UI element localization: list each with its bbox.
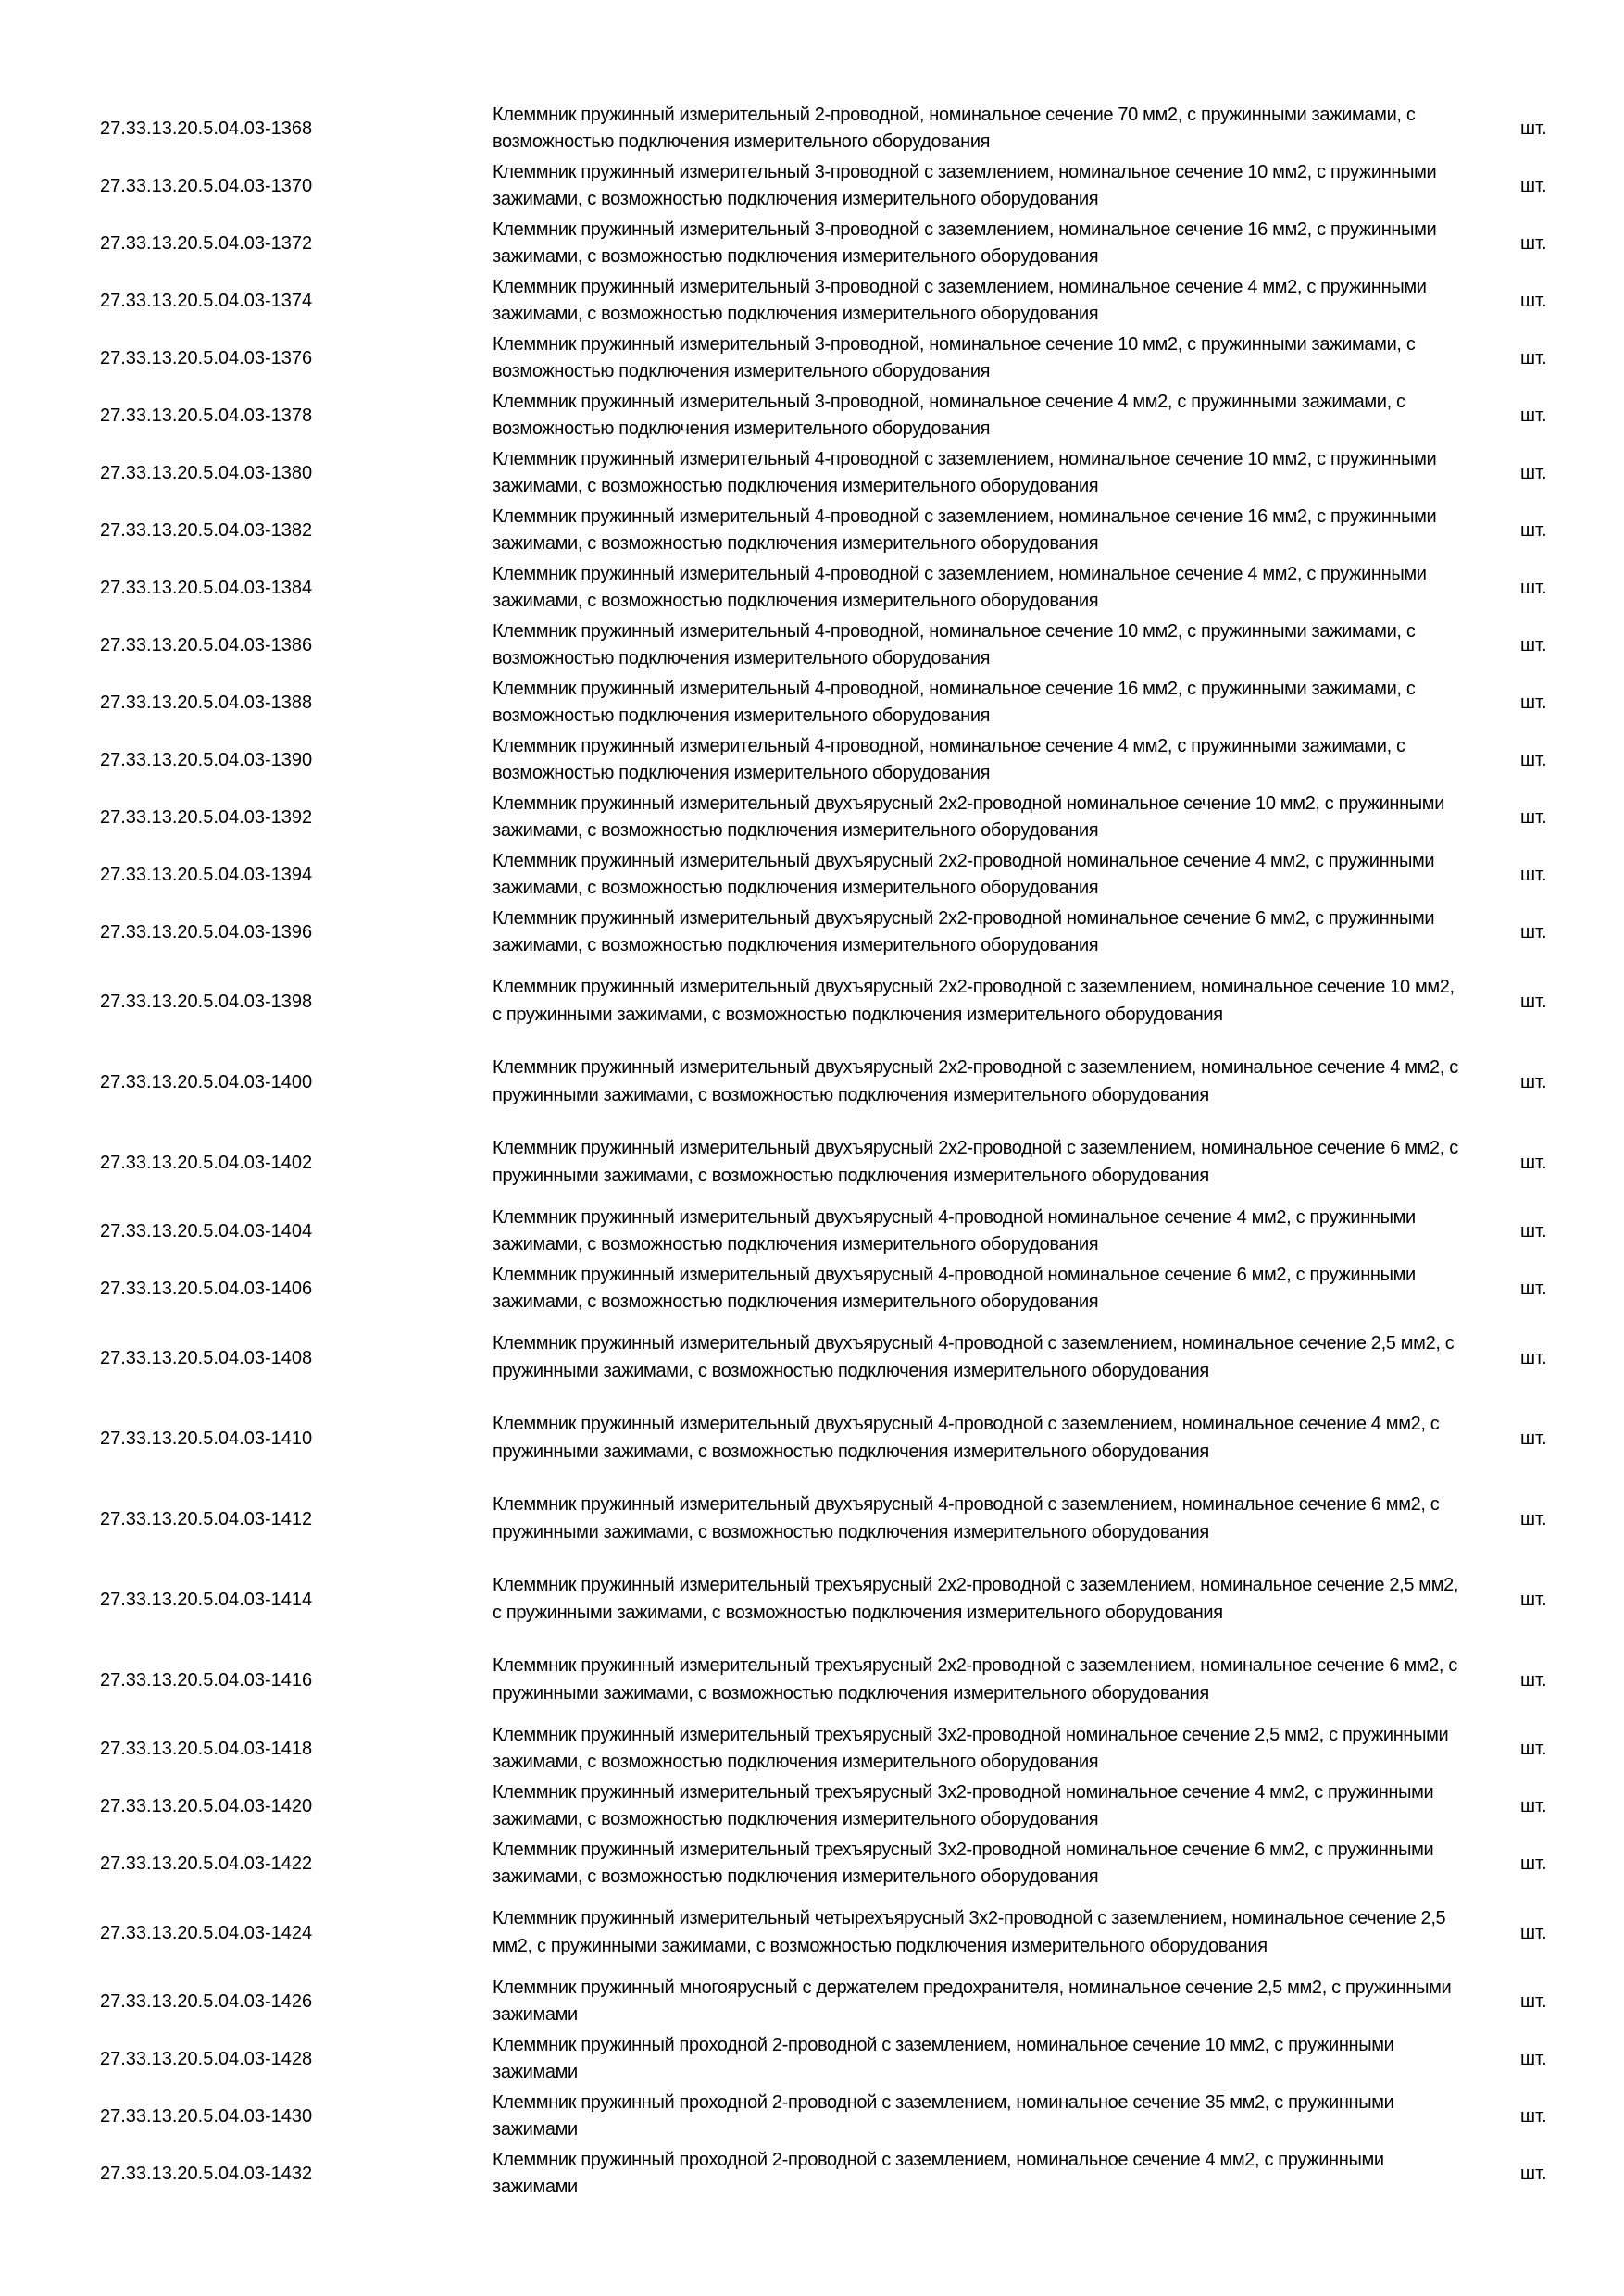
table-row (0, 1720, 1624, 1778)
item-code: 27.33.13.20.5.04.03-1384 (100, 578, 313, 598)
item-unit: шт. (1520, 750, 1547, 770)
item-unit: шт. (1520, 1428, 1547, 1449)
item-unit: шт. (1520, 1221, 1547, 1242)
item-description: Клеммник пружинный измерительный трехъярусный 3х2-проводной номинальное сечение 6 мм2, с пружинными зажимами, с возможностью подключения измерительного оборудования (493, 1839, 1434, 1887)
item-code: 27.33.13.20.5.04.03-1420 (100, 1796, 313, 1816)
table-row (0, 2030, 1624, 2088)
table-row (0, 1260, 1624, 1317)
item-description: Клеммник пружинный измерительный 4-проводной, номинальное сечение 10 мм2, с пружинными зажимами, с возможностью подключения измерительного оборудования (493, 620, 1416, 668)
item-description: Клеммник пружинный измерительный двухъярусный 4-проводной с заземлением, номинальное сечение 2,5 мм2, с пружинными зажимами, с возможностью подключения измерительного оборудования (493, 1333, 1455, 1381)
item-description: Клеммник пружинный измерительный двухъярусный 2х2-проводной с заземлением, номинальное сечение 4 мм2, с пружинными зажимами, с возможностью подключения измерительного оборудования (493, 1057, 1458, 1105)
table-row (0, 559, 1624, 617)
item-code: 27.33.13.20.5.04.03-1386 (100, 635, 313, 655)
item-description: Клеммник пружинный проходной 2-проводной с заземлением, номинальное сечение 10 мм2, с пружинными зажимами (493, 2034, 1394, 2082)
item-code: 27.33.13.20.5.04.03-1430 (100, 2106, 313, 2127)
table-row (0, 1835, 1624, 1892)
table-row (0, 1778, 1624, 1835)
item-unit: шт. (1520, 291, 1547, 311)
table-row (0, 789, 1624, 846)
item-description: Клеммник пружинный измерительный трехъярусный 2х2-проводной с заземлением, номинальное сечение 2,5 мм2, с пружинными зажимами, с возможностью подключения измерительного оборудования (493, 1575, 1459, 1623)
item-code: 27.33.13.20.5.04.03-1400 (100, 1071, 313, 1092)
item-code: 27.33.13.20.5.04.03-1380 (100, 463, 313, 483)
item-description: Клеммник пружинный измерительный трехъярусный 3х2-проводной номинальное сечение 4 мм2, с пружинными зажимами, с возможностью подключения измерительного оборудования (493, 1781, 1434, 1829)
item-unit: шт. (1520, 2106, 1547, 2127)
item-unit: шт. (1520, 348, 1547, 368)
item-unit: шт. (1520, 2049, 1547, 2069)
table-row (0, 502, 1624, 559)
item-code: 27.33.13.20.5.04.03-1414 (100, 1589, 313, 1610)
item-unit: шт. (1520, 119, 1547, 139)
item-code: 27.33.13.20.5.04.03-1374 (100, 291, 313, 311)
item-unit: шт. (1520, 463, 1547, 483)
item-description: Клеммник пружинный измерительный двухъярусный 4-проводной номинальное сечение 4 мм2, с пружинными зажимами, с возможностью подключения измерительного оборудования (493, 1206, 1416, 1254)
item-code: 27.33.13.20.5.04.03-1406 (100, 1279, 313, 1299)
table-row (0, 846, 1624, 904)
item-description: Клеммник пружинный измерительный двухъярусный 2х2-проводной номинальное сечение 4 мм2, с пружинными зажимами, с возможностью подключения измерительного оборудования (493, 850, 1435, 898)
table-row (0, 157, 1624, 215)
item-description: Клеммник пружинный измерительный трехъярусный 2х2-проводной с заземлением, номинальное сечение 6 мм2, с пружинными зажимами, с возможностью подключения измерительного оборудования (493, 1655, 1457, 1703)
table-row (0, 444, 1624, 502)
item-description: Клеммник пружинный измерительный двухъярусный 4-проводной с заземлением, номинальное сечение 4 мм2, с пружинными зажимами, с возможностью подключения измерительного оборудования (493, 1414, 1440, 1462)
item-description: Клеммник пружинный измерительный четырехъярусный 3х2-проводной с заземлением, номинальное сечение 2,5 мм2, с пружинными зажимами, с возможностью подключения измерительного оборудования (493, 1908, 1446, 1956)
table-row (0, 731, 1624, 789)
table-row (0, 1640, 1624, 1720)
item-unit: шт. (1520, 922, 1547, 942)
item-description: Клеммник пружинный измерительный 4-проводной с заземлением, номинальное сечение 10 мм2, с пружинными зажимами, с возможностью подключения измерительного оборудования (493, 448, 1437, 496)
table-row (0, 2145, 1624, 2202)
item-unit: шт. (1520, 693, 1547, 713)
item-code: 27.33.13.20.5.04.03-1398 (100, 991, 313, 1012)
item-description: Клеммник пружинный многоярусный с держателем предохранителя, номинальное сечение 2,5 мм2, с пружинными зажимами (493, 1977, 1452, 2025)
item-code: 27.33.13.20.5.04.03-1396 (100, 922, 313, 942)
table-row (0, 904, 1624, 961)
item-unit: шт. (1520, 635, 1547, 655)
item-description: Клеммник пружинный измерительный двухъярусный 4-проводной с заземлением, номинальное сечение 6 мм2, с пружинными зажимами, с возможностью подключения измерительного оборудования (493, 1494, 1440, 1542)
item-unit: шт. (1520, 1589, 1547, 1610)
table-row (0, 617, 1624, 674)
item-code: 27.33.13.20.5.04.03-1402 (100, 1152, 313, 1173)
item-code: 27.33.13.20.5.04.03-1422 (100, 1853, 313, 1874)
item-description: Клеммник пружинный проходной 2-проводной с заземлением, номинальное сечение 4 мм2, с пружинными зажимами (493, 2149, 1384, 2197)
item-code: 27.33.13.20.5.04.03-1368 (100, 119, 313, 139)
item-code: 27.33.13.20.5.04.03-1376 (100, 348, 313, 368)
item-unit: шт. (1520, 1739, 1547, 1759)
item-description: Клеммник пружинный измерительный 4-проводной, номинальное сечение 4 мм2, с пружинными зажимами, с возможностью подключения измерительного оборудования (493, 735, 1405, 783)
table-row (0, 1973, 1624, 2030)
table-row (0, 961, 1624, 1042)
item-unit: шт. (1520, 807, 1547, 828)
item-code: 27.33.13.20.5.04.03-1388 (100, 693, 313, 713)
table-row (0, 1559, 1624, 1640)
item-description: Клеммник пружинный измерительный двухъярусный 2х2-проводной с заземлением, номинальное сечение 6 мм2, с пружинными зажимами, с возможностью подключения измерительного оборудования (493, 1138, 1458, 1186)
item-unit: шт. (1520, 1347, 1547, 1368)
item-unit: шт. (1520, 1853, 1547, 1874)
table-row (0, 330, 1624, 387)
item-code: 27.33.13.20.5.04.03-1372 (100, 233, 313, 254)
table-row (0, 272, 1624, 330)
item-description: Клеммник пружинный измерительный 3-проводной с заземлением, номинальное сечение 16 мм2, с пружинными зажимами, с возможностью подключения измерительного оборудования (493, 218, 1437, 267)
item-code: 27.33.13.20.5.04.03-1394 (100, 865, 313, 885)
item-description: Клеммник пружинный измерительный 3-проводной с заземлением, номинальное сечение 4 мм2, с пружинными зажимами, с возможностью подключения измерительного оборудования (493, 276, 1427, 324)
item-code: 27.33.13.20.5.04.03-1390 (100, 750, 313, 770)
item-description: Клеммник пружинный измерительный двухъярусный 2х2-проводной номинальное сечение 6 мм2, с пружинными зажимами, с возможностью подключения измерительного оборудования (493, 907, 1435, 955)
item-unit: шт. (1520, 1279, 1547, 1299)
table-row (0, 1317, 1624, 1398)
item-code: 27.33.13.20.5.04.03-1418 (100, 1739, 313, 1759)
item-description: Клеммник пружинный измерительный 2-проводной, номинальное сечение 70 мм2, с пружинными зажимами, с возможностью подключения измерительного оборудования (493, 104, 1416, 152)
item-description: Клеммник пружинный измерительный 4-проводной, номинальное сечение 16 мм2, с пружинными зажимами, с возможностью подключения измерительного оборудования (493, 678, 1416, 726)
item-unit: шт. (1520, 1152, 1547, 1173)
item-code: 27.33.13.20.5.04.03-1370 (100, 176, 313, 196)
table-row (0, 1479, 1624, 1559)
item-description: Клеммник пружинный измерительный двухъярусный 4-проводной номинальное сечение 6 мм2, с пружинными зажимами, с возможностью подключения измерительного оборудования (493, 1264, 1416, 1312)
item-description: Клеммник пружинный проходной 2-проводной с заземлением, номинальное сечение 35 мм2, с пружинными зажимами (493, 2091, 1394, 2140)
item-description: Клеммник пружинный измерительный трехъярусный 3х2-проводной номинальное сечение 2,5 мм2, с пружинными зажимами, с возможностью подключения измерительного оборудования (493, 1724, 1449, 1772)
item-code: 27.33.13.20.5.04.03-1412 (100, 1508, 313, 1529)
item-unit: шт. (1520, 1669, 1547, 1691)
price-list-table (0, 100, 1624, 2202)
item-code: 27.33.13.20.5.04.03-1424 (100, 1922, 313, 1943)
item-code: 27.33.13.20.5.04.03-1382 (100, 520, 313, 541)
item-unit: шт. (1520, 1922, 1547, 1943)
item-unit: шт. (1520, 1991, 1547, 2012)
item-code: 27.33.13.20.5.04.03-1416 (100, 1669, 313, 1691)
table-row (0, 1203, 1624, 1260)
item-unit: шт. (1520, 1071, 1547, 1092)
item-code: 27.33.13.20.5.04.03-1392 (100, 807, 313, 828)
table-row (0, 1892, 1624, 1973)
item-code: 27.33.13.20.5.04.03-1404 (100, 1221, 313, 1242)
item-unit: шт. (1520, 1508, 1547, 1529)
item-unit: шт. (1520, 578, 1547, 598)
item-code: 27.33.13.20.5.04.03-1408 (100, 1347, 313, 1368)
item-code: 27.33.13.20.5.04.03-1378 (100, 406, 313, 426)
table-row (0, 1398, 1624, 1479)
table-row (0, 100, 1624, 157)
item-unit: шт. (1520, 233, 1547, 254)
item-description: Клеммник пружинный измерительный 4-проводной с заземлением, номинальное сечение 4 мм2, с пружинными зажимами, с возможностью подключения измерительного оборудования (493, 563, 1427, 611)
item-code: 27.33.13.20.5.04.03-1410 (100, 1428, 313, 1449)
table-row (0, 1122, 1624, 1203)
table-row (0, 674, 1624, 731)
item-unit: шт. (1520, 406, 1547, 426)
item-code: 27.33.13.20.5.04.03-1426 (100, 1991, 313, 2012)
item-description: Клеммник пружинный измерительный 3-проводной, номинальное сечение 4 мм2, с пружинными зажимами, с возможностью подключения измерительного оборудования (493, 391, 1405, 439)
item-description: Клеммник пружинный измерительный 3-проводной, номинальное сечение 10 мм2, с пружинными зажимами, с возможностью подключения измерительного оборудования (493, 333, 1416, 381)
item-unit: шт. (1520, 176, 1547, 196)
item-description: Клеммник пружинный измерительный двухъярусный 2х2-проводной с заземлением, номинальное сечение 10 мм2, с пружинными зажимами, с возможностью подключения измерительного оборудования (493, 977, 1455, 1025)
item-description: Клеммник пружинный измерительный 4-проводной с заземлением, номинальное сечение 16 мм2, с пружинными зажимами, с возможностью подключения измерительного оборудования (493, 505, 1437, 554)
table-row (0, 387, 1624, 444)
table-row (0, 2088, 1624, 2145)
item-unit: шт. (1520, 865, 1547, 885)
item-unit: шт. (1520, 520, 1547, 541)
item-unit: шт. (1520, 2164, 1547, 2184)
item-description: Клеммник пружинный измерительный двухъярусный 2х2-проводной номинальное сечение 10 мм2, с пружинными зажимами, с возможностью подключения измерительного оборудования (493, 792, 1445, 841)
table-row (0, 215, 1624, 272)
item-code: 27.33.13.20.5.04.03-1428 (100, 2049, 313, 2069)
item-description: Клеммник пружинный измерительный 3-проводной с заземлением, номинальное сечение 10 мм2, с пружинными зажимами, с возможностью подключения измерительного оборудования (493, 161, 1437, 209)
item-unit: шт. (1520, 991, 1547, 1012)
table-row (0, 1042, 1624, 1122)
item-unit: шт. (1520, 1796, 1547, 1816)
item-code: 27.33.13.20.5.04.03-1432 (100, 2164, 313, 2184)
